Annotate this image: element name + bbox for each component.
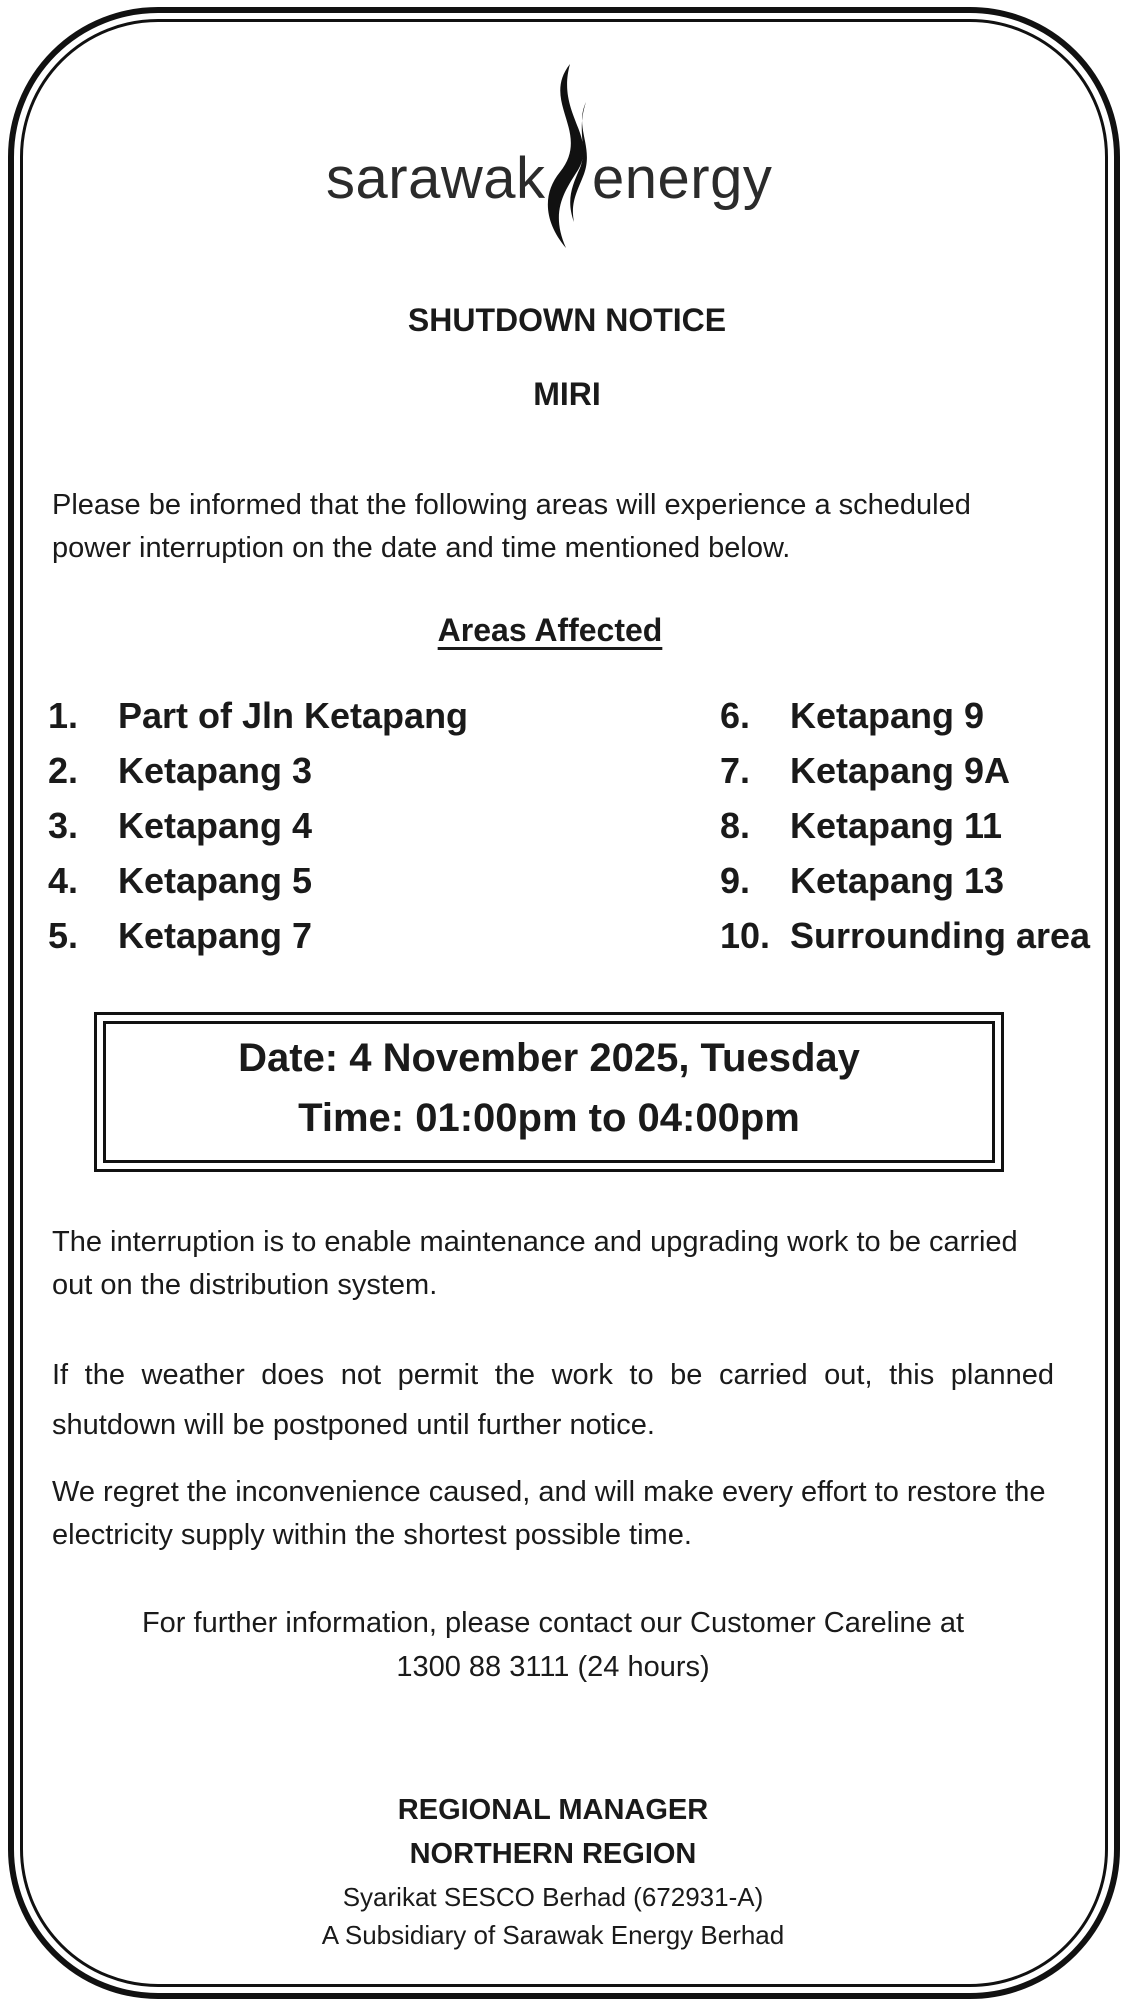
areas-heading: Areas Affected bbox=[437, 612, 663, 648]
schedule-date: Date: 4 November 2025, Tuesday bbox=[238, 1036, 860, 1080]
notice-title: SHUTDOWN NOTICE bbox=[407, 302, 727, 338]
schedule-box-inner bbox=[103, 1021, 995, 1163]
flame-icon bbox=[530, 62, 600, 252]
schedule-time: Time: 01:00pm to 04:00pm bbox=[298, 1096, 800, 1140]
sarawak-energy-logo bbox=[320, 62, 780, 252]
logo-word-energy: energy bbox=[592, 146, 773, 211]
contact-phone: 1300 88 3111 (24 hours) bbox=[396, 1651, 710, 1683]
schedule-box bbox=[94, 1012, 1004, 1172]
intro-paragraph: Please be informed that the following areas will experience a scheduled power interruption on the date and time mentioned below. bbox=[52, 489, 971, 564]
signature-title: REGIONAL MANAGER bbox=[397, 1794, 709, 1826]
reason-paragraph: The interruption is to enable maintenance and upgrading work to be carried out on the distribution system. bbox=[52, 1226, 1018, 1301]
notice-location: MIRI bbox=[533, 376, 601, 412]
regret-paragraph: We regret the inconvenience caused, and will make every effort to restore the electricity supply within the shortest possible time. bbox=[52, 1476, 1046, 1551]
logo-word-sarawak: sarawak bbox=[326, 146, 546, 211]
signature-subsidiary: A Subsidiary of Sarawak Energy Berhad bbox=[321, 1920, 785, 1950]
signature-region: NORTHERN REGION bbox=[409, 1838, 697, 1870]
contact-line-1: For further information, please contact our Customer Careline at bbox=[141, 1607, 965, 1639]
signature-company: Syarikat SESCO Berhad (672931-A) bbox=[342, 1882, 764, 1912]
weather-paragraph: If the weather does not permit the work to be carried out, this planned shutdown will be postponed until further notice. bbox=[52, 1359, 1054, 1441]
